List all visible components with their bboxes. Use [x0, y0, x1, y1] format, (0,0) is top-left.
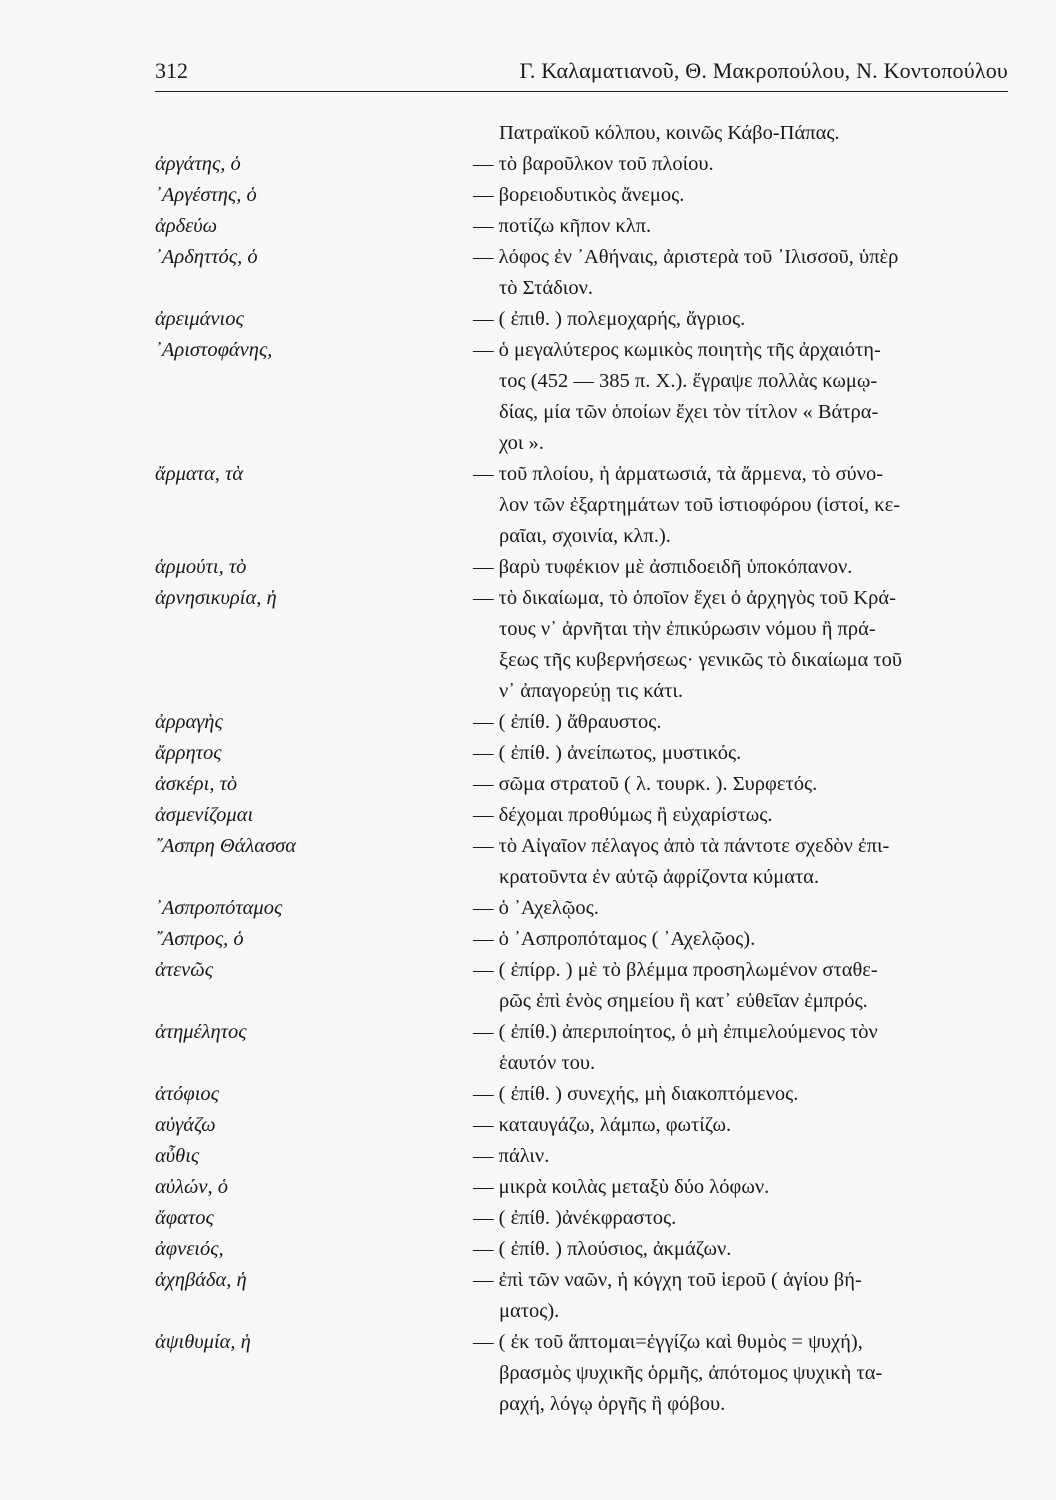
entry-term: ἀρνησικυρία, ἡ: [155, 587, 277, 609]
entry-definition: [473, 1110, 1013, 1141]
glossary-entry: [155, 1327, 1015, 1420]
definition-line: — καταυγάζω, λάμπω, φωτίζω.: [473, 1114, 732, 1136]
glossary-entry: [155, 707, 1015, 738]
definition-line: — ὁ μεγαλύτερος κωμικὸς ποιητὴς τῆς ἀρχαιότη-: [473, 339, 881, 361]
definition-line: ρῶς ἐπὶ ἑνὸς σημείου ἢ κατ᾿ εὐθεῖαν ἐμπρός.: [499, 990, 868, 1012]
header-rule: [155, 91, 1008, 92]
entry-term: ἄφατος: [155, 1207, 214, 1229]
glossary-entry: [155, 1141, 1015, 1172]
entry-definition: [473, 924, 1013, 955]
continued-definition: Πατραϊκοῦ κόλπου, κοινῶς Κάβο-Πάπας.: [499, 122, 840, 144]
glossary-entry: [155, 459, 1015, 552]
entry-term: ἀτημέλητος: [155, 1021, 247, 1043]
glossary-entry: [155, 1203, 1015, 1234]
definition-line: ν᾿ ἀπαγορεύῃ τις κάτι.: [499, 680, 683, 702]
glossary-entry: [155, 149, 1015, 180]
entry-term: ἀσκέρι, τὸ: [155, 773, 238, 795]
definition-line: — βαρὺ τυφέκιον μὲ ἀσπιδοειδῆ ὑποκόπανον.: [473, 556, 853, 578]
definition-line: — ( ἐπίθ. ) ἀνείπωτος, μυστικός.: [473, 742, 742, 764]
entry-definition: [473, 738, 1013, 769]
entry-definition: [473, 893, 1013, 924]
entry-term: ἀρραγὴς: [155, 711, 223, 733]
glossary-entry: [155, 242, 1015, 304]
definition-line: ξεως τῆς κυβερνήσεως· γενικῶς τὸ δικαίωμα τοῦ: [499, 649, 902, 671]
entry-term: ἀφνειός,: [155, 1238, 224, 1260]
definition-line: — τὸ δικαίωμα, τὸ ὁποῖον ἔχει ὁ ἀρχηγὸς τοῦ Κρά-: [473, 587, 896, 609]
glossary-entry: [155, 304, 1015, 335]
glossary-entry: [155, 1110, 1015, 1141]
entry-definition: [473, 1327, 1013, 1420]
entry-term: αὐλών, ὁ: [155, 1176, 228, 1198]
entry-definition: [473, 335, 1013, 459]
entry-definition: [473, 769, 1013, 800]
glossary-entry: [155, 831, 1015, 893]
entry-term: ἀτόφιος: [155, 1083, 219, 1105]
glossary-entry: [155, 1265, 1015, 1327]
entry-definition: [473, 583, 1013, 707]
glossary-entry: [155, 211, 1015, 242]
entries-container: [155, 149, 1015, 1420]
entry-definition: [473, 1079, 1013, 1110]
definition-line: — σῶμα στρατοῦ ( λ. τουρκ. ). Συρφετός.: [473, 773, 818, 795]
definition-line: — ( ἐκ τοῦ ἅπτομαι=ἐγγίζω καὶ θυμὸς = ψυχή),: [473, 1331, 863, 1353]
definition-line: — ( ἐπίθ.) ἀπεριποίητος, ὁ μὴ ἐπιμελούμενος τὸν: [473, 1021, 878, 1043]
glossary-entry: [155, 893, 1015, 924]
definition-line: — ποτίζω κῆπον κλπ.: [473, 215, 652, 237]
definition-line: — τὸ βαροῦλκον τοῦ πλοίου.: [473, 153, 714, 175]
definition-line: — ὁ ᾿Αχελῷος.: [473, 897, 599, 919]
glossary-entry: [155, 1234, 1015, 1265]
entry-definition: [473, 800, 1013, 831]
definition-line: — ( ἐπίθ. ) πλούσιος, ἀκμάζων.: [473, 1238, 732, 1260]
glossary-entry: [155, 955, 1015, 1017]
glossary-entry: [155, 1017, 1015, 1079]
definition-line: — μικρὰ κοιλὰς μεταξὺ δύο λόφων.: [473, 1176, 770, 1198]
definition-line: — τοῦ πλοίου, ἡ ἁρματωσιά, τὰ ἄρμενα, τὸ σύνο-: [473, 463, 884, 485]
definition-line: — λόφος ἐν ᾿Αθήναις, ἀριστερὰ τοῦ ᾿Ιλισσοῦ, ὑπὲρ: [473, 246, 899, 268]
glossary-entry: [155, 583, 1015, 707]
entry-term: ᾿Αργέστης, ὁ: [155, 184, 257, 206]
entry-term: ἄρματα, τὰ: [155, 463, 244, 485]
entry-term: ᾿Αρδηττός, ὁ: [155, 246, 258, 268]
entry-term: ἀψιθυμία, ἡ: [155, 1331, 251, 1353]
definition-line: δίας, μία τῶν ὁποίων ἔχει τὸν τίτλον « Βάτρα-: [499, 401, 879, 423]
entry-definition: [473, 149, 1013, 180]
definition-line: — δέχομαι προθύμως ἢ εὐχαρίστως.: [473, 804, 773, 826]
definition-line: χοι ».: [499, 432, 544, 454]
glossary-list: [155, 118, 1015, 1420]
definition-line: ἑαυτόν του.: [499, 1052, 596, 1074]
definition-line: τὸ Στάδιον.: [499, 277, 593, 299]
glossary-entry: [155, 738, 1015, 769]
definition-line: — ( ἐπίθ. ) ἄθραυστος.: [473, 711, 662, 733]
entry-definition: [473, 831, 1013, 893]
glossary-entry: [155, 1079, 1015, 1110]
definition-line: — ( ἐπίθ. )ἀνέκφραστος.: [473, 1207, 677, 1229]
entry-term: ἀρειμάνιος: [155, 308, 244, 330]
entry-definition: [473, 552, 1013, 583]
entry-term: ἀσμενίζομαι: [155, 804, 254, 826]
definition-line: — ( ἐπίρρ. ) μὲ τὸ βλέμμα προσηλωμένον σταθε-: [473, 959, 878, 981]
glossary-entry: [155, 335, 1015, 459]
entry-term: αὐγάζω: [155, 1114, 216, 1136]
page-number: 312: [155, 58, 188, 83]
entry-definition: [473, 459, 1013, 552]
definition-line: — ( ἐπιθ. ) πολεμοχαρής, ἄγριος.: [473, 308, 746, 330]
entry-term: ᾿Ασπροπόταμος: [155, 897, 283, 919]
entry-definition: [473, 707, 1013, 738]
definition-line: τους ν᾿ ἀρνῆται τὴν ἐπικύρωσιν νόμου ἢ πρά-: [499, 618, 876, 640]
entry-definition: [473, 1265, 1013, 1327]
glossary-entry: [155, 924, 1015, 955]
entry-definition: [473, 304, 1013, 335]
definition-line: — τὸ Αἰγαῖον πέλαγος ἀπὸ τὰ πάντοτε σχεδὸν ἐπι-: [473, 835, 890, 857]
running-title: Γ. Καλαματιανοῦ, Θ. Μακροπούλου, Ν. Κοντοπούλου: [519, 58, 1008, 83]
entry-definition: [473, 1203, 1013, 1234]
glossary-entry: [155, 552, 1015, 583]
definition-line: ματος).: [499, 1300, 560, 1322]
definition-line: λον τῶν ἐξαρτημάτων τοῦ ἱστιοφόρου (ἱστοί, κε-: [499, 494, 901, 516]
page-header: [155, 52, 1008, 92]
entry-definition: [473, 955, 1013, 1017]
entry-definition: [473, 180, 1013, 211]
definition-line: — ἐπὶ τῶν ναῶν, ἡ κόγχη τοῦ ἱεροῦ ( ἁγίου βή-: [473, 1269, 862, 1291]
glossary-entry: [155, 180, 1015, 211]
entry-term: ᾿Αριστοφάνης,: [155, 339, 273, 361]
definition-line: — πάλιν.: [473, 1145, 550, 1167]
entry-term: ἀρδεύω: [155, 215, 218, 237]
entry-term: ἀχηβάδα, ἡ: [155, 1269, 247, 1291]
entry-term: ἀτενῶς: [155, 959, 214, 981]
entry-definition: [473, 1017, 1013, 1079]
glossary-entry: [155, 1172, 1015, 1203]
definition-line: — ὁ ᾿Ασπροπόταμος ( ᾿Αχελῷος).: [473, 928, 756, 950]
definition-line: ραῖαι, σχοινία, κλπ.).: [499, 525, 671, 547]
entry-definition: [473, 242, 1013, 304]
entry-term: ἀργάτης, ὁ: [155, 153, 241, 175]
entry-term: ἁρμούτι, τὸ: [155, 556, 247, 578]
entry-term: ῎Ασπρη Θάλασσα: [155, 835, 297, 857]
definition-line: ραχή, λόγῳ ὀργῆς ἢ φόβου.: [499, 1393, 726, 1415]
definition-line: τος (452 — 385 π. Χ.). ἔγραψε πολλὰς κωμῳ-: [499, 370, 878, 392]
entry-definition: [473, 1141, 1013, 1172]
entry-term: ἄρρητος: [155, 742, 222, 764]
entry-definition: [473, 1172, 1013, 1203]
entry-term: αὖθις: [155, 1145, 200, 1167]
definition-line: — ( ἐπίθ. ) συνεχής, μὴ διακοπτόμενος.: [473, 1083, 799, 1105]
entry-term: ῎Ασπρος, ὁ: [155, 928, 244, 950]
definition-line: κρατοῦντα ἐν αὐτῷ ἀφρίζοντα κύματα.: [499, 866, 820, 888]
entry-definition: [473, 211, 1013, 242]
glossary-entry: [155, 800, 1015, 831]
entry-definition: [473, 1234, 1013, 1265]
definition-line: βρασμὸς ψυχικῆς ὁρμῆς, ἀπότομος ψυχικὴ τα-: [499, 1362, 883, 1384]
glossary-entry: [155, 769, 1015, 800]
definition-line: — βορειοδυτικὸς ἄνεμος.: [473, 184, 685, 206]
